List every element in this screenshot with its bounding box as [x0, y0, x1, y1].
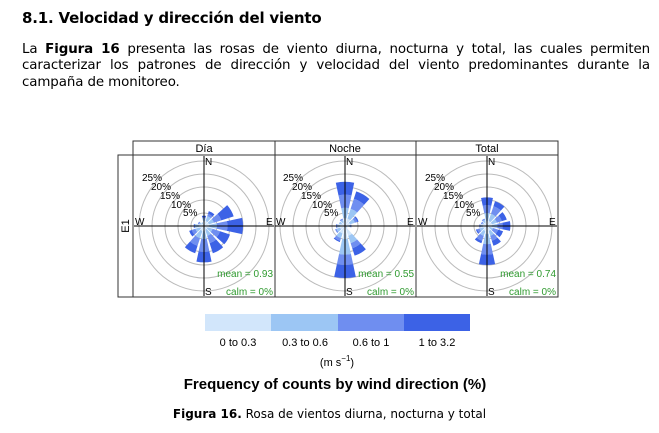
legend-swatch-4 — [404, 314, 470, 331]
direction-label-n: N — [488, 157, 496, 168]
direction-label-s: S — [488, 287, 495, 298]
direction-label-w: W — [135, 217, 145, 228]
legend-label-2: 0.3 to 0.6 — [282, 337, 328, 349]
ring-label-25: 25% — [283, 173, 304, 184]
ring-label-10: 10% — [171, 200, 192, 211]
ring-label-5: 5% — [183, 208, 198, 219]
panel-title: Noche — [329, 143, 361, 155]
mean-label: mean = 0.93 — [217, 269, 273, 280]
paragraph-text-start: La — [22, 42, 46, 57]
ring-label-25: 25% — [142, 173, 163, 184]
mean-label: mean = 0.74 — [500, 269, 556, 280]
calm-label: calm = 0% — [226, 287, 273, 298]
paragraph-text-end: presenta las rosas de viento diurna, nocturna y total, las cuales permiten caracterizar los patrones de dirección y velocidad del viento predominantes durante la campaña de monitoreo. — [22, 42, 650, 90]
ring-label-25: 25% — [425, 173, 446, 184]
direction-label-n: N — [205, 157, 213, 168]
unit-close: ) — [350, 357, 355, 369]
ring-label-10: 10% — [454, 200, 475, 211]
unit-exponent: −1 — [341, 354, 351, 363]
legend-swatch-1 — [205, 314, 271, 331]
legend-swatch-2 — [271, 314, 338, 331]
direction-label-e: E — [549, 217, 556, 228]
direction-label-s: S — [346, 287, 353, 298]
legend-unit — [320, 354, 354, 369]
calm-label: calm = 0% — [509, 287, 556, 298]
color-legend — [184, 314, 487, 393]
panel-dia — [133, 141, 275, 298]
unit-base: (m s — [319, 357, 342, 369]
ring-label-5: 5% — [466, 208, 481, 219]
chart-title: Frequency of counts by wind direction (%) — [183, 376, 487, 393]
panel-total — [416, 141, 558, 298]
ring-label-10: 10% — [312, 200, 333, 211]
ring-label-15: 15% — [301, 191, 322, 202]
direction-label-w: W — [276, 217, 286, 228]
section-heading: 8.1. Velocidad y dirección del viento — [22, 9, 322, 27]
panel-title: Día — [195, 143, 213, 155]
direction-label-s: S — [205, 287, 212, 298]
ring-label-15: 15% — [160, 191, 181, 202]
panel-title: Total — [475, 143, 499, 155]
ring-label-5: 5% — [324, 208, 339, 219]
figure-caption — [0, 407, 659, 421]
legend-label-3: 0.6 to 1 — [352, 337, 390, 349]
figure-reference: Figura 16 — [45, 42, 120, 57]
direction-label-e: E — [407, 217, 414, 228]
caption-text: Rosa de vientos diurna, nocturna y total — [241, 407, 487, 421]
direction-label-w: W — [418, 217, 428, 228]
ring-label-20: 20% — [151, 182, 172, 193]
strip-label: E1 — [120, 219, 132, 233]
mean-label: mean = 0.55 — [358, 269, 414, 280]
legend-label-1: 0 to 0.3 — [219, 337, 257, 349]
panel-noche — [275, 141, 416, 298]
legend-label-4: 1 to 3.2 — [418, 337, 456, 349]
ring-label-20: 20% — [434, 182, 455, 193]
ring-label-15: 15% — [443, 191, 464, 202]
direction-label-n: N — [346, 157, 354, 168]
direction-label-e: E — [266, 217, 273, 228]
ring-label-20: 20% — [292, 182, 313, 193]
legend-swatch-3 — [338, 314, 404, 331]
caption-label: Figura 16. — [172, 407, 242, 421]
calm-label: calm = 0% — [367, 287, 414, 298]
